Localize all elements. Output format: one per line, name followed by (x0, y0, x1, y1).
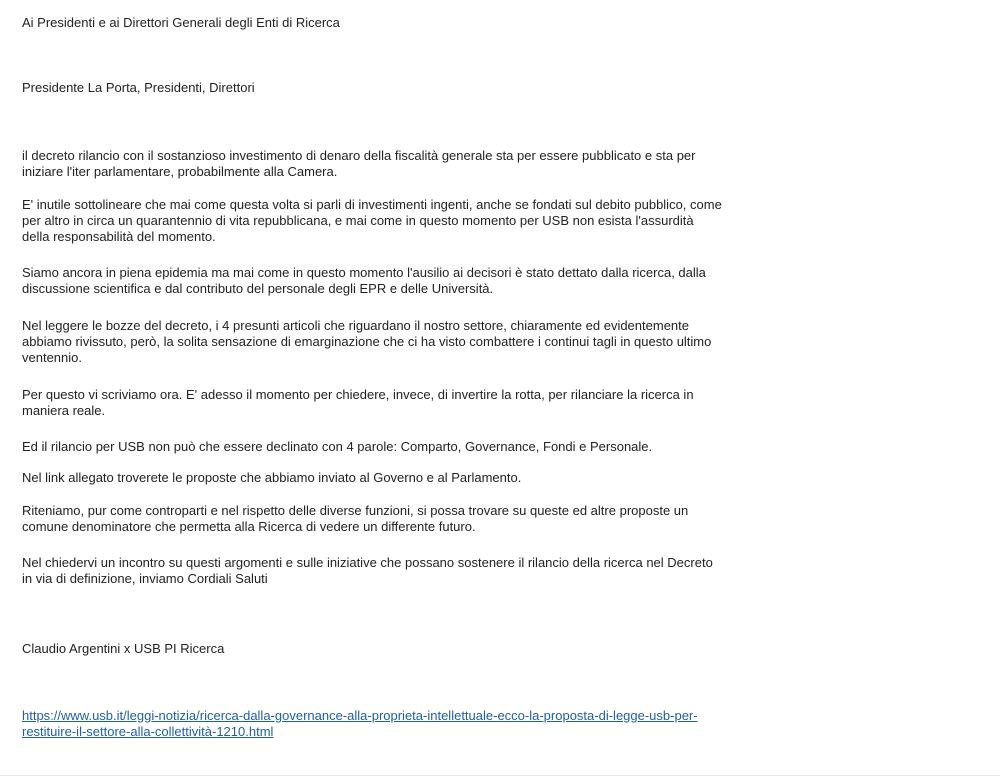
signature-line: Claudio Argentini x USB PI Ricerca (22, 641, 225, 656)
salutation-line: Presidente La Porta, Presidenti, Direttori (22, 80, 255, 95)
paragraph-decreto: il decreto rilancio con il sostanzioso investimento di denaro della fiscalità generale sta per essere pubblicato e sta per iniziare l'iter parlamentare, probabilmente alla Camera. (22, 148, 696, 179)
paragraph-bozze: Nel leggere le bozze del decreto, i 4 presunti articoli che riguardano il nostro settore, chiaramente ed evidentemente abbiamo rivissuto, però, la solita sensazione di emarginazione che ci ha visto combattere i continui tagli in questo ultimo ventennio. (22, 318, 712, 365)
paragraph-investimenti: E' inutile sottolineare che mai come questa volta si parli di investimenti ingenti, anche se fondati sul debito pubblico, come per altro in circa un quarantennio di vita repubblicana, e mai come in questo momento per USB non esista l'assurdità della responsabilità del momento. (22, 197, 722, 244)
paragraph-incontro: Nel chiedervi un incontro su questi argomenti e sulle iniziative che possano sostenere il rilancio della ricerca nel Decreto in via di definizione, inviamo Cordiali Saluti (22, 555, 713, 586)
paragraph-link-allegato: Nel link allegato troverete le proposte che abbiamo inviato al Governo e al Parlamento. (22, 470, 522, 485)
paragraph-epidemia: Siamo ancora in piena epidemia ma mai come in questo momento l'ausilio ai decisori è stato dettato dalla ricerca, dalla discussione scientifica e dal contributo del personale degli EPR e delle Università. (22, 265, 706, 296)
paragraph-rilancio: Ed il rilancio per USB non può che essere declinato con 4 parole: Comparto, Governance, Fondi e Personale. (22, 439, 653, 454)
addressee-line: Ai Presidenti e ai Direttori Generali degli Enti di Ricerca (22, 15, 340, 30)
paragraph-scriviamo: Per questo vi scriviamo ora. E' adesso il momento per chiedere, invece, di invertire la rotta, per rilanciare la ricerca in maniera reale. (22, 387, 694, 418)
proposal-link[interactable]: https://www.usb.it/leggi-notizia/ricerca-dalla-governance-alla-proprieta-intellettuale-ecco-la-proposta-di-legge-usb-per- restituire-il-settore-alla-collettività-1210.html (22, 708, 698, 739)
paragraph-riteniamo: Riteniamo, pur come controparti e nel rispetto delle diverse funzioni, si possa trovare su queste ed altre proposte un comune denominatore che permetta alla Ricerca di vedere un differente futuro. (22, 503, 689, 534)
